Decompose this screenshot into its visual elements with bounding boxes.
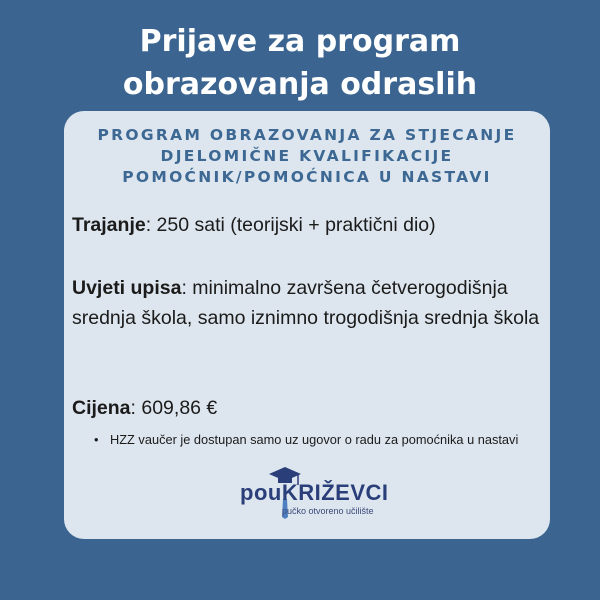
voucher-note-text: HZZ vaučer je dostupan samo uz ugovor o radu za pomoćnika u nastavi [110,432,519,447]
price-info [72,393,542,423]
enrollment-label: Uvjeti upisa [72,277,182,299]
page-headline [0,20,600,106]
program-title-line-2: DJELOMIČNE KVALIFIKACIJE [160,147,454,165]
logo-subtitle: pučko otvoreno učilište [282,506,374,516]
duration-label: Trajanje [72,214,146,236]
duration-value: : 250 sati (teorijski + praktični dio) [145,214,436,236]
enrollment-info [72,273,542,333]
headline-line-2: obrazovanja odraslih [122,67,478,102]
price-label: Cijena [72,397,131,419]
logo-main: KRIŽEVCI [281,480,389,505]
program-title-line-1: PROGRAM OBRAZOVANJA ZA STJECANJE [97,126,517,144]
enrollment-value: : minimalno završena četverogodišnja srednja škola, samo iznimno trogodišnja srednja škola [72,277,540,329]
headline-line-1: Prijave za program [139,24,461,59]
voucher-note [94,430,550,449]
duration-info [72,210,542,240]
logo-wordmark [240,480,389,506]
price-value: : 609,86 € [130,397,218,419]
program-title [64,125,550,188]
pou-krizevci-logo [234,465,394,525]
bullet-icon: • [94,432,99,447]
logo-prefix: pou [240,480,282,505]
program-title-line-3: POMOĆNIK/POMOĆNICA U NASTAVI [122,168,492,186]
info-card [64,111,550,539]
